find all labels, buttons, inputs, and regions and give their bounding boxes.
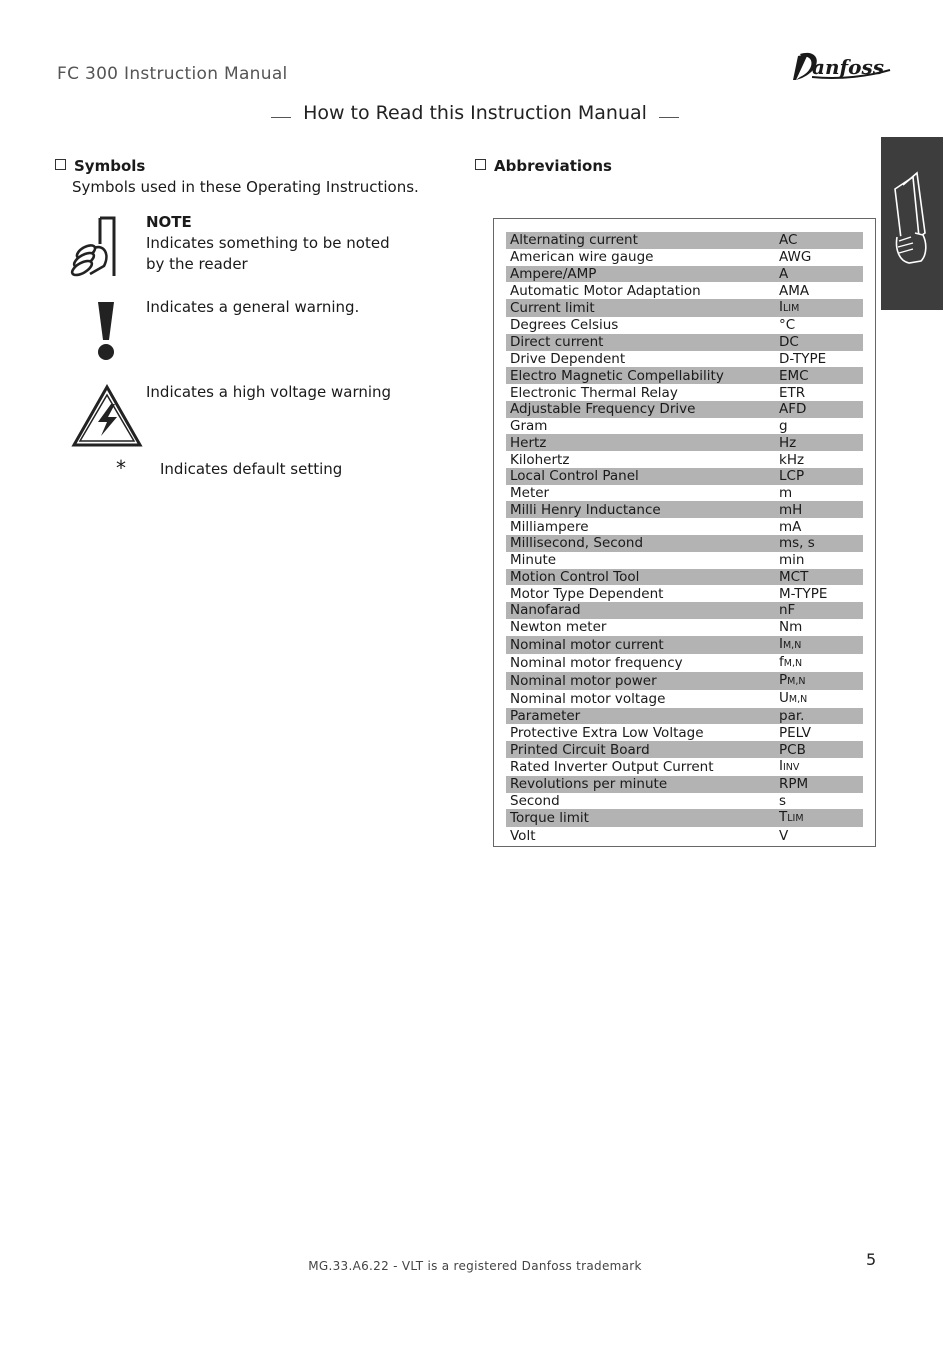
- abbreviation-value: [773, 809, 863, 827]
- abbreviation-value: [773, 585, 863, 602]
- page-number: 5: [866, 1250, 877, 1269]
- abbreviation-value: [773, 793, 863, 810]
- table-row: [506, 827, 863, 844]
- abbreviation-value: [773, 451, 863, 468]
- abbreviations-table-body: [506, 232, 863, 844]
- abbreviation-symbol: par.: [779, 707, 805, 724]
- abbreviation-term: Nominal motor voltage: [510, 690, 666, 707]
- abbreviation-value: [773, 654, 863, 672]
- abbreviation-term: Nominal motor frequency: [510, 654, 683, 671]
- abbreviation-symbol: RPM: [779, 776, 809, 793]
- title-rule-left: [271, 117, 291, 118]
- abbreviation-value: [773, 468, 863, 485]
- note-hand-icon: [70, 214, 122, 280]
- abbreviation-symbol: V: [779, 827, 789, 844]
- abbreviation-term: Nanofarad: [506, 602, 773, 619]
- abbreviation-term: Gram: [510, 418, 548, 435]
- abbreviation-symbol: °C: [779, 317, 796, 334]
- abbreviation-term: Motion Control Tool: [506, 569, 773, 586]
- abbreviation-term: Milli Henry Inductance: [506, 501, 773, 518]
- abbreviation-term: Nominal motor power: [506, 672, 773, 690]
- abbreviation-term: Current limit: [506, 299, 773, 317]
- abbreviation-value: [773, 569, 863, 586]
- table-row: [506, 552, 863, 569]
- abbreviation-symbol: g: [779, 418, 788, 435]
- abbreviation-value: [773, 434, 863, 451]
- abbreviation-value: [773, 401, 863, 418]
- table-row: [506, 384, 863, 401]
- abbreviation-term: Electronic Thermal Relay: [510, 384, 678, 401]
- asterisk-icon: *: [116, 456, 126, 480]
- symbols-heading: [55, 157, 145, 175]
- table-row: [506, 569, 863, 586]
- symbols-intro: Symbols used in these Operating Instructions.: [72, 178, 419, 196]
- table-row: [506, 249, 863, 266]
- table-row: [506, 535, 863, 552]
- abbreviation-value: [773, 602, 863, 619]
- abbreviation-term: Meter: [510, 485, 550, 502]
- abbreviation-term: Local Control Panel: [506, 468, 773, 485]
- abbreviation-term: Kilohertz: [510, 451, 570, 468]
- abbreviation-symbol: MCT: [779, 568, 809, 585]
- table-row: [506, 501, 863, 518]
- abbreviation-term: Electro Magnetic Compellability: [506, 367, 773, 384]
- table-row: [506, 418, 863, 435]
- abbreviation-value: [773, 351, 863, 368]
- abbreviation-term: Ampere/AMP: [506, 266, 773, 283]
- abbreviations-heading: [475, 157, 612, 175]
- abbreviation-symbol: ETR: [779, 384, 806, 401]
- abbreviation-value: [773, 636, 863, 654]
- table-row: [506, 602, 863, 619]
- abbreviation-symbol: T: [779, 809, 788, 826]
- abbreviation-subscript: INV: [782, 761, 800, 773]
- abbreviation-term: Revolutions per minute: [506, 776, 773, 793]
- table-row: [506, 351, 863, 368]
- abbreviation-term: Protective Extra Low Voltage: [510, 724, 704, 741]
- abbreviation-value: [773, 485, 863, 502]
- table-row: [506, 232, 863, 249]
- table-row: [506, 585, 863, 602]
- abbreviation-subscript: LIM: [782, 303, 800, 315]
- abbreviation-term: Adjustable Frequency Drive: [506, 401, 773, 418]
- note-text-line1: Indicates something to be noted: [146, 234, 390, 252]
- abbreviation-term: Degrees Celsius: [510, 317, 619, 334]
- exclamation-icon: [94, 300, 118, 362]
- abbreviation-symbol: Nm: [779, 619, 803, 636]
- abbreviation-term: Minute: [510, 552, 557, 569]
- abbreviation-value: [773, 552, 863, 569]
- table-row: [506, 468, 863, 485]
- chapter-side-tab: [881, 137, 943, 310]
- abbreviation-subscript: LIM: [787, 813, 804, 825]
- abbreviation-symbol: I: [779, 299, 783, 316]
- note-title: NOTE: [146, 213, 192, 231]
- table-row: [506, 724, 863, 741]
- abbreviation-subscript: M,N: [783, 657, 803, 669]
- abbreviation-term: Second: [510, 793, 560, 810]
- abbreviation-symbol: mA: [779, 518, 802, 535]
- note-text-line2: by the reader: [146, 255, 248, 273]
- table-row: [506, 334, 863, 351]
- abbreviations-table: [506, 232, 863, 844]
- abbreviation-value: [773, 690, 863, 708]
- abbreviation-value: [773, 535, 863, 552]
- table-row: [506, 485, 863, 502]
- table-row: [506, 299, 863, 317]
- abbreviation-symbol: A: [779, 265, 789, 282]
- abbreviation-symbol: Hz: [779, 434, 797, 451]
- abbreviation-symbol: nF: [779, 602, 796, 619]
- table-row: [506, 266, 863, 283]
- chapter-title: [0, 102, 950, 124]
- title-rule-right: [659, 117, 679, 118]
- abbreviation-symbol: EMC: [779, 367, 809, 384]
- chapter-tab-hand-icon: [881, 137, 943, 310]
- footer-text: MG.33.A6.22 - VLT is a registered Danfoss trademark: [308, 1259, 642, 1273]
- abbreviation-symbol: AMA: [779, 282, 810, 299]
- abbreviation-value: [773, 266, 863, 283]
- abbreviation-symbol: PELV: [779, 724, 811, 741]
- checkbox-square-icon: [55, 159, 66, 170]
- abbreviation-symbol: U: [779, 689, 789, 706]
- abbreviation-symbol: AWG: [779, 249, 812, 266]
- abbreviation-term: Rated Inverter Output Current: [510, 758, 714, 775]
- table-row: [506, 636, 863, 654]
- abbreviation-value: [773, 384, 863, 401]
- table-row: [506, 434, 863, 451]
- abbreviation-value: [773, 249, 863, 266]
- abbreviation-symbol: s: [779, 793, 787, 810]
- abbreviation-value: [773, 827, 863, 844]
- table-row: [506, 654, 863, 672]
- abbreviation-value: [773, 418, 863, 435]
- abbreviation-term: Automatic Motor Adaptation: [510, 282, 701, 299]
- danfoss-logo-mark: [790, 44, 894, 86]
- table-row: [506, 672, 863, 690]
- abbreviation-value: [773, 299, 863, 317]
- abbreviation-symbol: D-TYPE: [779, 350, 827, 367]
- table-row: [506, 690, 863, 708]
- general-warning-text: Indicates a general warning.: [146, 298, 360, 316]
- high-voltage-text: Indicates a high voltage warning: [146, 383, 392, 401]
- abbreviation-symbol: P: [779, 671, 788, 688]
- table-row: [506, 619, 863, 636]
- symbols-heading-text: Symbols: [74, 157, 146, 175]
- svg-text:anfoss: anfoss: [812, 55, 884, 79]
- default-setting-text: Indicates default setting: [160, 460, 343, 478]
- document-title: FC 300 Instruction Manual: [57, 64, 288, 84]
- abbreviation-value: [773, 724, 863, 741]
- table-row: [506, 758, 863, 776]
- chapter-title-text: How to Read this Instruction Manual: [303, 102, 647, 124]
- abbreviation-subscript: M,N: [787, 675, 806, 687]
- abbreviation-symbol: min: [779, 552, 805, 569]
- table-row: [506, 809, 863, 827]
- abbreviation-value: [773, 334, 863, 351]
- abbreviation-value: [773, 282, 863, 299]
- abbreviation-term: Parameter: [506, 708, 773, 725]
- abbreviation-term: Volt: [510, 827, 536, 844]
- abbreviation-term: Motor Type Dependent: [510, 585, 664, 602]
- abbreviation-term: Torque limit: [506, 809, 773, 827]
- abbreviation-symbol: ms, s: [779, 535, 815, 552]
- table-row: [506, 401, 863, 418]
- abbreviation-term: American wire gauge: [510, 249, 654, 266]
- abbreviation-value: [773, 232, 863, 249]
- abbreviation-value: [773, 741, 863, 758]
- abbreviation-symbol: AC: [779, 232, 798, 249]
- abbreviation-term: Alternating current: [506, 232, 773, 249]
- abbreviation-term: Drive Dependent: [510, 350, 626, 367]
- abbreviation-term: Printed Circuit Board: [506, 741, 773, 758]
- abbreviation-symbol: f: [779, 653, 784, 670]
- abbreviation-value: [773, 518, 863, 535]
- abbreviation-symbol: I: [779, 635, 783, 652]
- table-row: [506, 282, 863, 299]
- abbreviation-subscript: M,N: [788, 693, 808, 705]
- table-row: [506, 708, 863, 725]
- abbreviation-value: [773, 758, 863, 776]
- danfoss-logo: [790, 44, 894, 86]
- checkbox-square-icon: [475, 159, 486, 170]
- table-row: [506, 518, 863, 535]
- abbreviation-symbol: M-TYPE: [779, 585, 828, 602]
- abbreviation-symbol: DC: [779, 334, 799, 351]
- abbreviation-value: [773, 317, 863, 334]
- abbreviations-heading-text: Abbreviations: [494, 157, 612, 175]
- abbreviation-term: Millisecond, Second: [506, 535, 773, 552]
- abbreviation-value: [773, 672, 863, 690]
- abbreviation-symbol: mH: [779, 501, 803, 518]
- abbreviation-term: Milliampere: [510, 518, 589, 535]
- abbreviation-value: [773, 367, 863, 384]
- abbreviation-value: [773, 501, 863, 518]
- abbreviation-symbol: m: [779, 485, 793, 502]
- abbreviation-term: Newton meter: [510, 619, 607, 636]
- abbreviation-term: Hertz: [506, 434, 773, 451]
- table-row: [506, 793, 863, 810]
- high-voltage-icon: [71, 384, 143, 448]
- table-row: [506, 317, 863, 334]
- table-row: [506, 451, 863, 468]
- abbreviation-subscript: M,N: [782, 639, 802, 651]
- abbreviation-value: [773, 776, 863, 793]
- abbreviation-term: Direct current: [506, 334, 773, 351]
- abbreviation-symbol: LCP: [779, 468, 805, 485]
- table-row: [506, 367, 863, 384]
- abbreviation-term: Nominal motor current: [506, 636, 773, 654]
- abbreviation-symbol: PCB: [779, 741, 806, 758]
- abbreviation-symbol: kHz: [779, 451, 805, 468]
- abbreviation-symbol: AFD: [779, 401, 807, 418]
- table-row: [506, 776, 863, 793]
- abbreviation-value: [773, 619, 863, 636]
- abbreviation-symbol: I: [779, 757, 783, 774]
- table-row: [506, 741, 863, 758]
- abbreviation-value: [773, 708, 863, 725]
